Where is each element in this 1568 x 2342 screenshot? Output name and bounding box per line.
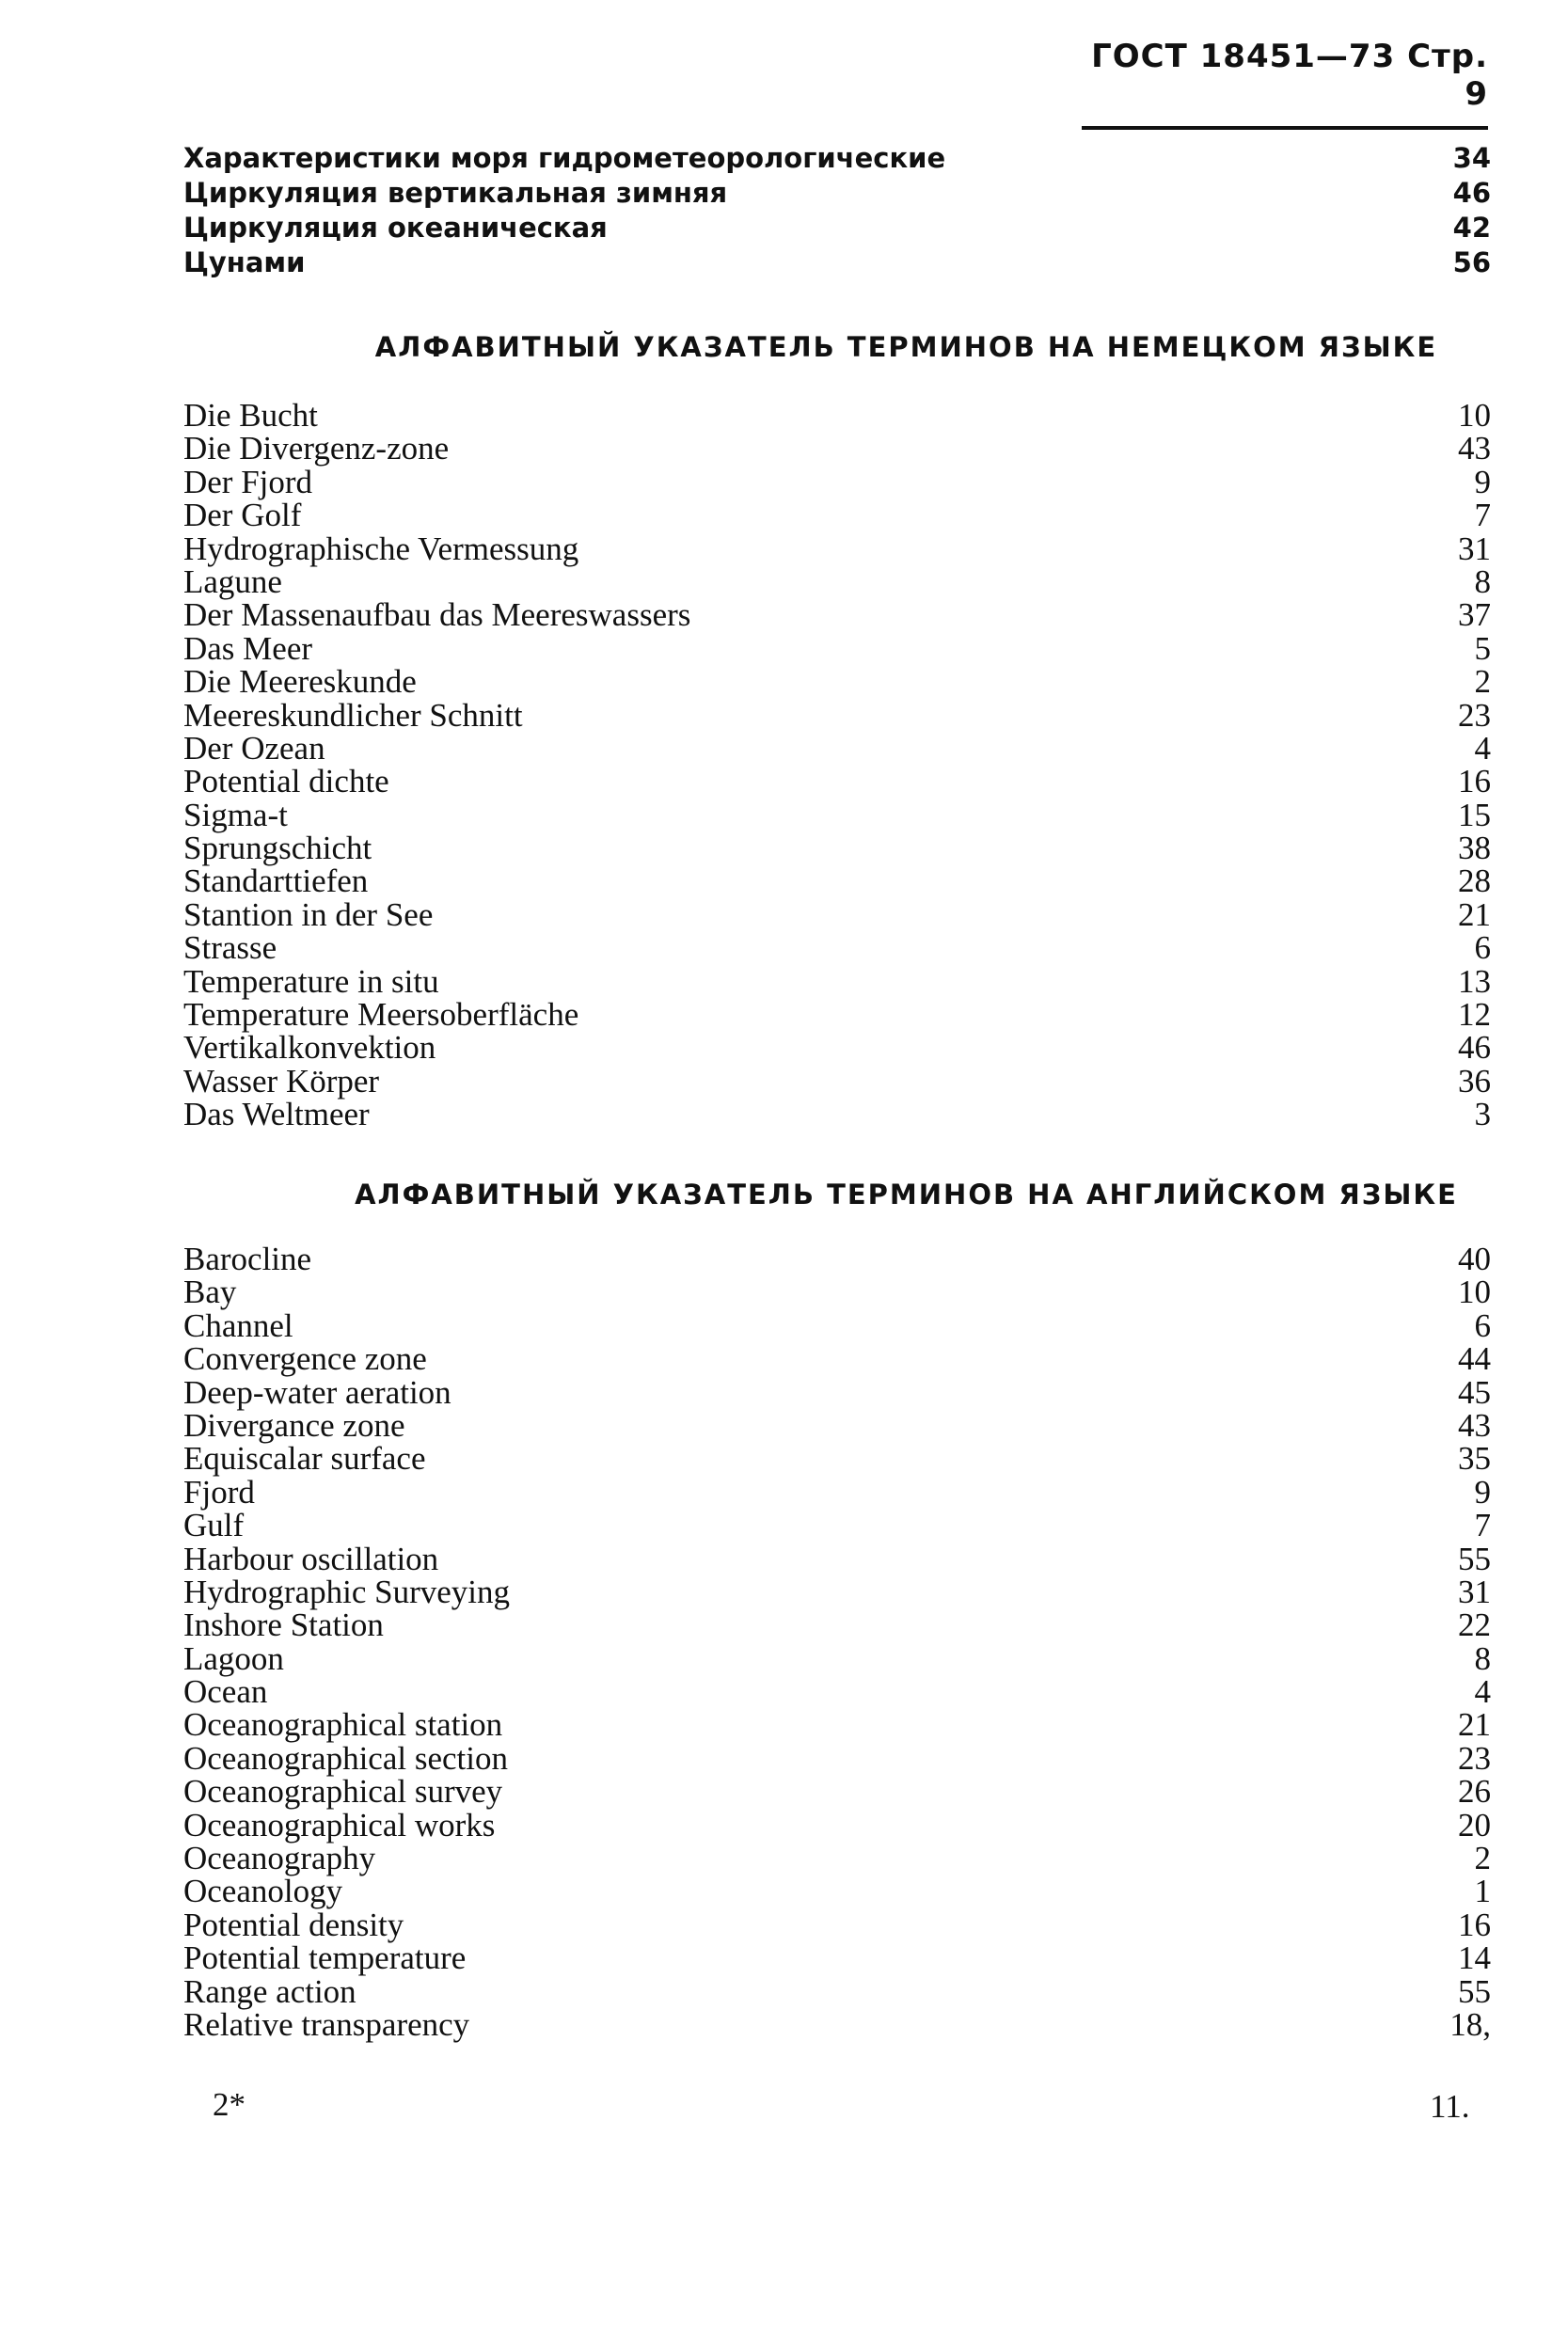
list-item (183, 1739, 1491, 1777)
term-label: Oceanographical station (183, 1706, 503, 1744)
term-number: 22 (1458, 1606, 1491, 1644)
term-number: 9 (1474, 463, 1491, 500)
term-label: Der Golf (183, 497, 302, 534)
term-label: Barocline (183, 1241, 312, 1277)
term-label: Strasse (183, 929, 277, 967)
term-number: 35 (1458, 1440, 1491, 1478)
term-label: Fjord (183, 1473, 255, 1511)
list-item (183, 2005, 1491, 2043)
term-number: 56 (1452, 246, 1491, 278)
term-label: Oceanographical survey (183, 1773, 503, 1811)
list-item (183, 1509, 1491, 1542)
term-number: 34 (1452, 142, 1491, 174)
term-number: 1 (1474, 1873, 1491, 1910)
term-label: Oceanology (183, 1873, 343, 1910)
term-number: 38 (1458, 830, 1491, 867)
term-number: 20 (1458, 1806, 1491, 1844)
term-number: 2 (1474, 1840, 1491, 1877)
term-number: 23 (1458, 696, 1491, 734)
term-label: Die Divergenz-zone (183, 430, 450, 467)
term-number: 43 (1458, 1406, 1491, 1444)
term-label: Der Fjord (183, 463, 313, 500)
term-number: 10 (1458, 397, 1491, 434)
term-label: Potential dichte (183, 763, 389, 800)
term-number: 15 (1458, 796, 1491, 833)
term-label: Ocean (183, 1673, 268, 1711)
term-label: Potential temperature (183, 1939, 467, 1977)
term-number: 6 (1474, 929, 1491, 967)
term-label: Das Weltmeer (183, 1096, 370, 1133)
list-item (183, 895, 1491, 933)
term-label: Oceanographical section (183, 1739, 508, 1777)
list-item (183, 1306, 1491, 1344)
term-label: Inshore Station (183, 1606, 384, 1644)
term-number: 55 (1458, 1540, 1491, 1577)
term-label: Der Massenaufbau das Meereswassers (183, 596, 691, 634)
term-number: 23 (1458, 1739, 1491, 1777)
term-label: Sigma-t (183, 796, 288, 833)
list-item (183, 1939, 1491, 1977)
list-item (183, 663, 1491, 701)
list-item (183, 596, 1491, 634)
list-item (183, 1972, 1491, 2010)
list-item (183, 796, 1491, 833)
list-item (183, 862, 1491, 900)
list-item (183, 1873, 1491, 1910)
list-item (183, 765, 1491, 798)
list-item (183, 1242, 1491, 1275)
list-item (183, 399, 1491, 432)
list-item (183, 1606, 1491, 1644)
term-label: Temperature in situ (183, 962, 439, 1000)
list-item (183, 1373, 1491, 1411)
term-label: Oceanographical works (183, 1806, 496, 1844)
list-item (183, 830, 1491, 867)
list-item (183, 1842, 1491, 1875)
list-item (183, 532, 1491, 565)
list-item (183, 696, 1491, 734)
term-number: 37 (1458, 596, 1491, 634)
term-number: 28 (1458, 862, 1491, 900)
list-item (183, 1806, 1491, 1844)
term-label: Potential density (183, 1906, 404, 1943)
list-item (183, 141, 1491, 176)
list-item (183, 463, 1491, 500)
term-label: Lagune (183, 562, 282, 600)
term-label: Циркуляция вертикальная зимняя (183, 177, 728, 209)
term-number: 4 (1474, 729, 1491, 767)
term-number: 26 (1458, 1773, 1491, 1811)
term-number: 8 (1474, 1639, 1491, 1677)
list-item (183, 1029, 1491, 1067)
term-number: 43 (1458, 430, 1491, 467)
term-number: 9 (1474, 1473, 1491, 1511)
term-number: 16 (1458, 1906, 1491, 1943)
term-label: Die Bucht (183, 397, 318, 434)
term-number: 14 (1458, 1939, 1491, 1977)
term-number: 44 (1458, 1340, 1491, 1378)
term-label: Equiscalar surface (183, 1440, 426, 1478)
list-item (183, 1540, 1491, 1577)
term-label: Gulf (183, 1507, 245, 1544)
term-label: Das Meer (183, 629, 313, 667)
term-label: Deep-water aeration (183, 1373, 451, 1411)
term-label: Wasser Körper (183, 1062, 380, 1100)
term-number: 12 (1458, 996, 1491, 1034)
term-number: 16 (1458, 763, 1491, 800)
term-number: 46 (1452, 177, 1491, 209)
term-label: Vertikalkonvektion (183, 1029, 436, 1067)
term-number: 45 (1458, 1373, 1491, 1411)
page-number: 11. (1430, 2088, 1470, 2125)
german-index-title: АЛФАВИТНЫЙ УКАЗАТЕЛЬ ТЕРМИНОВ НА НЕМЕЦКОМ ЯЗЫКЕ (374, 331, 1438, 363)
term-number: 42 (1452, 212, 1491, 244)
list-item (183, 1062, 1491, 1100)
list-item (183, 1773, 1491, 1811)
list-item (183, 562, 1491, 600)
list-item (183, 1639, 1491, 1677)
english-index-title: АЛФАВИТНЫЙ УКАЗАТЕЛЬ ТЕРМИНОВ НА АНГЛИЙСКОМ ЯЗЫКЕ (355, 1179, 1458, 1211)
german-terms-list (183, 399, 1491, 1131)
list-item (183, 1406, 1491, 1444)
list-item (183, 929, 1491, 967)
list-item (183, 1908, 1491, 1941)
term-number: 36 (1458, 1062, 1491, 1100)
term-number: 4 (1474, 1673, 1491, 1711)
term-number: 21 (1458, 1706, 1491, 1744)
term-label: Циркуляция океаническая (183, 212, 608, 244)
list-item (183, 1274, 1491, 1311)
list-item (183, 497, 1491, 534)
term-label: Divergance zone (183, 1406, 405, 1444)
list-item (183, 962, 1491, 1000)
term-label: Harbour oscillation (183, 1540, 439, 1577)
term-label: Oceanography (183, 1840, 376, 1877)
term-number: 40 (1458, 1241, 1491, 1277)
term-label: Die Meereskunde (183, 663, 417, 701)
term-number: 31 (1458, 530, 1491, 567)
term-number: 10 (1458, 1274, 1491, 1311)
term-number: 46 (1458, 1029, 1491, 1067)
term-label: Channel (183, 1306, 293, 1344)
list-item (183, 1575, 1491, 1608)
term-label: Der Ozean (183, 729, 325, 767)
term-label: Range action (183, 1972, 356, 2010)
term-label: Цунами (183, 246, 306, 278)
term-label: Bay (183, 1274, 237, 1311)
list-item (183, 245, 1491, 280)
term-label: Relative transparency (183, 2005, 470, 2043)
term-number: 13 (1458, 962, 1491, 1000)
term-label: Temperature Meersoberfläche (183, 996, 579, 1034)
list-item (183, 176, 1491, 211)
term-number: 2 (1474, 663, 1491, 701)
list-item (183, 629, 1491, 667)
term-number: 7 (1474, 497, 1491, 534)
page-header: ГОСТ 18451—73 Стр. 9 (1082, 38, 1488, 130)
list-item (183, 1098, 1491, 1131)
russian-terms-list (183, 141, 1491, 280)
list-item (183, 211, 1491, 245)
term-number: 31 (1458, 1573, 1491, 1610)
list-item (183, 996, 1491, 1034)
term-number: 6 (1474, 1306, 1491, 1344)
signature-mark: 2* (213, 2086, 245, 2123)
term-label: Hydrographische Vermessung (183, 530, 579, 567)
list-item (183, 1440, 1491, 1478)
list-item (183, 432, 1491, 465)
english-terms-list (183, 1242, 1491, 2041)
term-number: 5 (1474, 629, 1491, 667)
list-item (183, 1706, 1491, 1744)
term-label: Standarttiefen (183, 862, 369, 900)
list-item (183, 1673, 1491, 1711)
term-number: 8 (1474, 562, 1491, 600)
list-item (183, 1473, 1491, 1511)
term-label: Convergence zone (183, 1340, 427, 1378)
term-number: 55 (1458, 1972, 1491, 2010)
term-number: 18, (1449, 2005, 1491, 2043)
term-label: Sprungschicht (183, 830, 372, 867)
term-label: Meereskundlicher Schnitt (183, 696, 523, 734)
term-number: 3 (1474, 1096, 1491, 1133)
term-label: Stantion in der See (183, 895, 434, 933)
term-label: Hydrographic Surveying (183, 1573, 511, 1610)
list-item (183, 1340, 1491, 1378)
term-number: 7 (1474, 1507, 1491, 1544)
term-number: 21 (1458, 895, 1491, 933)
list-item (183, 729, 1491, 767)
term-label: Характеристики моря гидрометеорологические (183, 142, 946, 174)
term-label: Lagoon (183, 1639, 284, 1677)
